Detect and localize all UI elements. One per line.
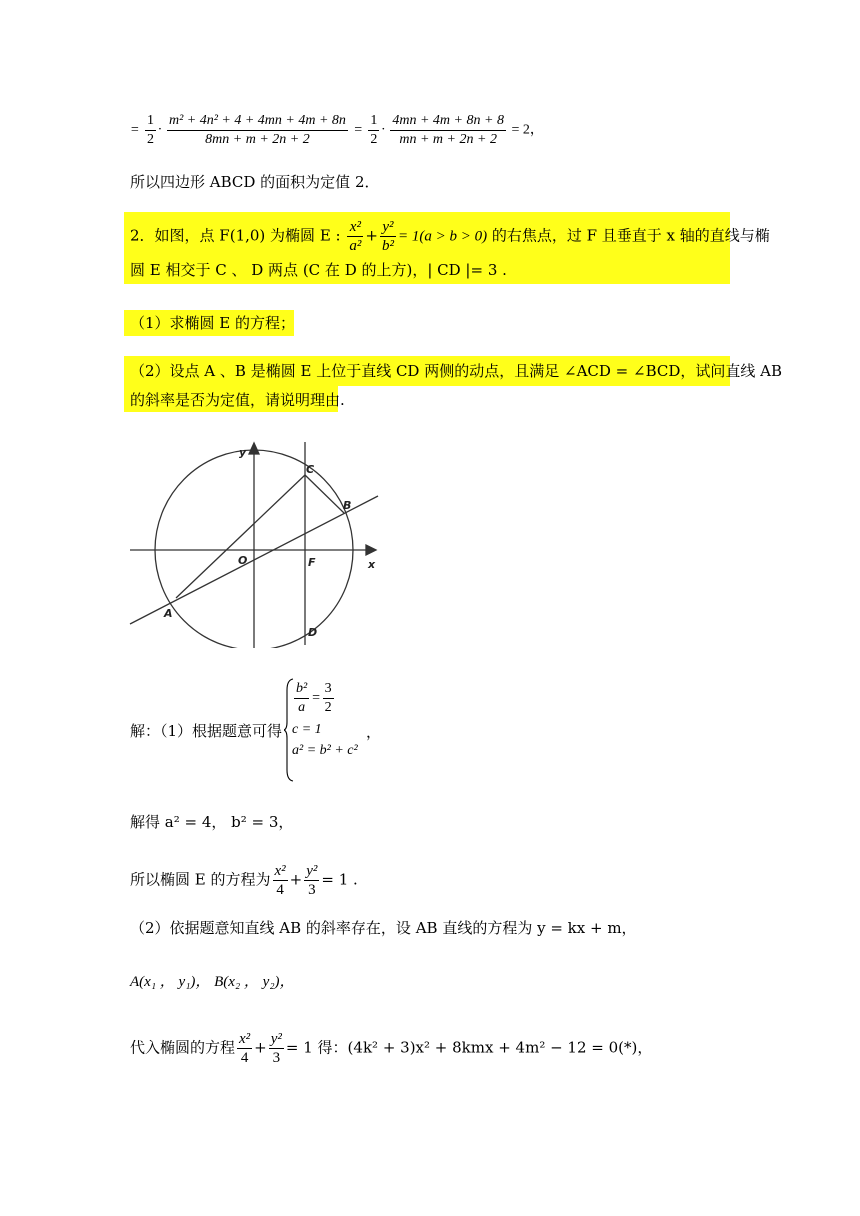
x-arrow [366,545,376,555]
substitution: 代入椭圆的方程 $\frac{\text{x²}}{4}$ + $\frac{\text{y²}}{3}$ = 1 得：(4k² + 3)x² + 8kmx + 4m² − 12 = 0(*)， [130,1031,653,1066]
fraction-2: $\frac{4mn + 4m + 8n + 8}{mn + m + 2n + 2}$ [392,113,504,147]
part-2-question-line-2: 的斜率是否为定值，请说明理由. [130,391,345,409]
line-ac [176,475,305,598]
part-2-question-line-1: （2）设点 A 、B 是椭圆 E 上位于直线 CD 两侧的动点，且满足 ∠ACD = ∠BCD，试问直线 AB [130,362,783,380]
conclusion-text: 所以四边形 ABCD 的面积为定值 2． [130,173,380,191]
label-d: D [308,626,318,639]
equals-sign-2: = [353,122,363,138]
system-comma: ， [366,723,382,741]
part-1-question: （1）求椭圆 E 的方程； [130,314,296,332]
label-o: O [238,554,248,567]
fraction-1: $\frac{\text{m² + 4n² + 4 + 4mn + 4m + 8n}}{8mn + m + 2n + 2}$ [168,113,346,147]
points-ab: A(x₁ ， y₁)， B(x₂ ， y₂)， [130,974,295,990]
top-formula: = $\frac{1}{2}$ · $\frac{\text{m² + 4n² + 4 + 4mn + 4m + 8n}}{8mn + m + 2n + 2}$ = $\frac{1}{2}$ · $\frac{4mn + 4m + 8n + 8}{mn + m + 2n + 2}$ = 2， [130,113,544,147]
problem-line-1: 2．如图，点 F(1,0) 为椭圆 E : $\frac{\text{x²}}{\text{a²}}$ + $\frac{\text{y²}}{\text{b²}}$ = 1(a > b > 0) 的右焦点，过 F 且垂直于 x 轴的直线与椭 [130,219,770,254]
system-eq-1: $\frac{\text{b²}}{a}$ = $\frac{3}{2}$ [296,681,332,715]
ellipse-x-fraction: $\frac{\text{x²}}{\text{a²}}$ [349,219,362,254]
label-c: C [306,463,315,476]
ellipse-y-fraction: $\frac{\text{y²}}{\text{b²}}$ [381,219,394,254]
problem-line-2: 圆 E 相交于 C 、 D 两点 (C 在 D 的上方)，| CD |= 3 . [130,261,507,279]
label-b: B [343,499,352,512]
half-fraction: $\frac{1}{2}$ [146,113,154,147]
solution-intro: 解：（1）根据题意可得 [130,722,283,740]
label-f: F [308,556,316,569]
part-2-intro: （2）依据题意知直线 AB 的斜率存在，设 AB 直线的方程为 y = kx + m， [130,919,637,937]
y-arrow [249,443,259,454]
label-a: A [164,607,173,620]
ellipse-figure [128,438,380,648]
label-x: x [368,558,376,571]
equals-sign: = [130,122,140,138]
result: = 2， [511,122,544,138]
ellipse-equation: 所以椭圆 E 的方程为 $\frac{\text{x²}}{4}$ + $\frac{\text{y²}}{3}$ = 1 . [130,863,358,898]
solved-values: 解得 a² = 4， b² = 3， [130,813,294,831]
system-eq-3: a² = b² + c² [292,743,358,758]
half-fraction-2: $\frac{1}{2}$ [370,113,378,147]
label-y: y [239,446,247,459]
system-eq-2: c = 1 [292,722,322,737]
